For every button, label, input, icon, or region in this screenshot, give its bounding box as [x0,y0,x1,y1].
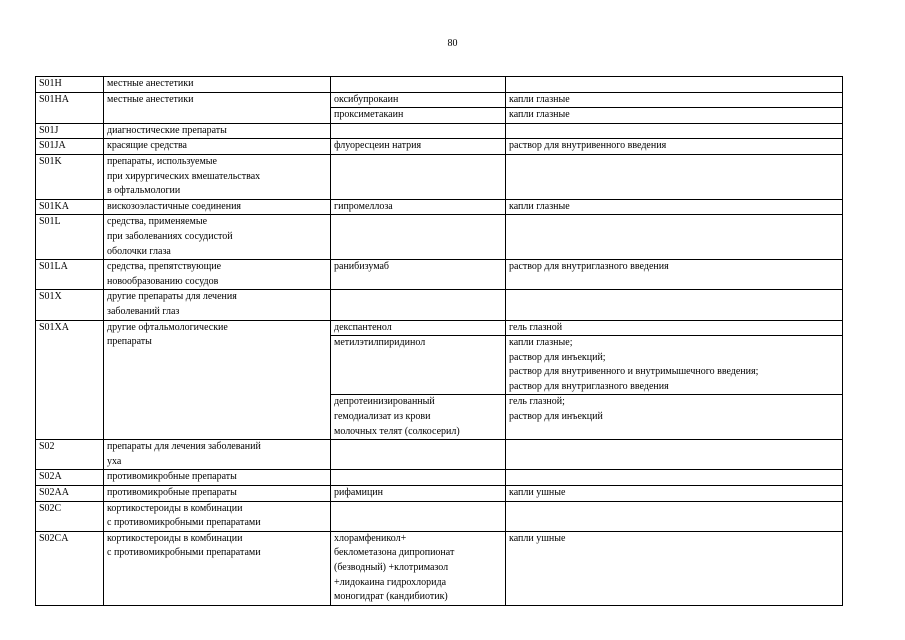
atc-code: S01H [36,77,104,93]
dosage-form [506,77,843,93]
table-row [36,139,843,155]
dosage-form: капли глазные; раствор для инъекций; раствор для внутривенного и внутримышечного введения; раствор для внутриглазного введения [506,336,843,395]
dosage-form: раствор для внутриглазного введения [506,260,843,290]
table-row [36,77,843,93]
group-name: другие офтальмологические препараты [104,320,331,440]
drug-name [331,501,506,531]
atc-code: S01L [36,215,104,260]
atc-code: S01LA [36,260,104,290]
drug-name: проксиметакаин [331,108,506,124]
group-name: вискозоэластичные соединения [104,199,331,215]
atc-code: S02A [36,470,104,486]
drug-name [331,154,506,199]
dosage-form [506,501,843,531]
drug-name: оксибупрокаин [331,92,506,108]
group-name: красящие средства [104,139,331,155]
table-row [36,486,843,502]
group-name: местные анестетики [104,77,331,93]
table-row [36,92,843,108]
atc-code: S01JA [36,139,104,155]
drug-name: флуоресцеин натрия [331,139,506,155]
group-name: препараты, используемые при хирургических вмешательствах в офтальмологии [104,154,331,199]
drug-name [331,290,506,320]
table-row [36,215,843,260]
table-row [36,154,843,199]
table-row [36,501,843,531]
drug-name: гипромеллоза [331,199,506,215]
dosage-form [506,440,843,470]
atc-code: S01K [36,154,104,199]
dosage-form: раствор для внутривенного введения [506,139,843,155]
atc-code: S02C [36,501,104,531]
table-row [36,440,843,470]
atc-code: S01XA [36,320,104,440]
drug-name: ранибизумаб [331,260,506,290]
drug-name: хлорамфеникол+ беклометазона дипропионат (безводный) +клотримазол +лидокаина гидрохлорида моногидрат (кандибиотик) [331,531,506,605]
dosage-form: капли глазные [506,199,843,215]
dosage-form: капли глазные [506,108,843,124]
drug-name: декспантенол [331,320,506,336]
drug-name: депротеинизированный гемодиализат из крови молочных телят (солкосерил) [331,395,506,440]
dosage-form: гель глазной; раствор для инъекций [506,395,843,440]
medication-table [35,76,843,606]
group-name: средства, применяемые при заболеваниях сосудистой оболочки глаза [104,215,331,260]
drug-name [331,470,506,486]
atc-code: S01HA [36,92,104,123]
dosage-form [506,215,843,260]
group-name: противомикробные препараты [104,486,331,502]
dosage-form [506,290,843,320]
group-name: местные анестетики [104,92,331,123]
dosage-form: капли ушные [506,486,843,502]
table-row [36,199,843,215]
group-name: препараты для лечения заболеваний уха [104,440,331,470]
group-name: другие препараты для лечения заболеваний глаз [104,290,331,320]
drug-name [331,215,506,260]
group-name: средства, препятствующие новообразованию сосудов [104,260,331,290]
group-name: диагностические препараты [104,123,331,139]
dosage-form: капли ушные [506,531,843,605]
table-row [36,531,843,605]
atc-code: S01KA [36,199,104,215]
table-row [36,470,843,486]
atc-code: S02 [36,440,104,470]
drug-name: рифамицин [331,486,506,502]
dosage-form [506,154,843,199]
drug-name [331,440,506,470]
dosage-form: капли глазные [506,92,843,108]
drug-name [331,123,506,139]
dosage-form [506,470,843,486]
group-name: противомикробные препараты [104,470,331,486]
atc-code: S01J [36,123,104,139]
page-number: 80 [447,38,458,49]
dosage-form: гель глазной [506,320,843,336]
drug-name: метилэтилпиридинол [331,336,506,395]
atc-code: S02CA [36,531,104,605]
drug-name [331,77,506,93]
dosage-form [506,123,843,139]
table-row [36,290,843,320]
table-row [36,320,843,336]
atc-code: S02AA [36,486,104,502]
group-name: кортикостероиды в комбинации с противомикробными препаратами [104,531,331,605]
group-name: кортикостероиды в комбинации с противомикробными препаратами [104,501,331,531]
table-row [36,260,843,290]
atc-code: S01X [36,290,104,320]
table-row [36,123,843,139]
